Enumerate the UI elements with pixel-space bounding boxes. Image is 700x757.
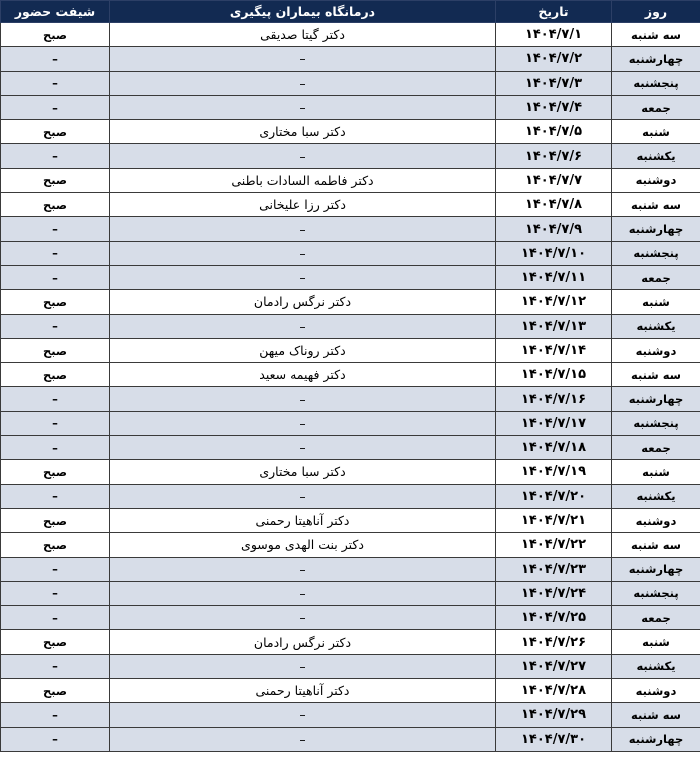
cell-date: ۱۴۰۴/۷/۱۱: [496, 265, 612, 289]
cell-date: ۱۴۰۴/۷/۱۵: [496, 363, 612, 387]
table-row: [1, 508, 700, 532]
table-row: [1, 95, 700, 119]
cell-shift: –: [1, 411, 110, 435]
cell-shift: –: [1, 436, 110, 460]
cell-date: ۱۴۰۴/۷/۳۰: [496, 727, 612, 751]
cell-clinic: دکتر آناهیتا رحمنی: [110, 679, 496, 703]
cell-clinic: دکتر روناک میهن: [110, 338, 496, 362]
cell-shift: صبح: [1, 460, 110, 484]
cell-date: ۱۴۰۴/۷/۲۹: [496, 703, 612, 727]
cell-day: شنبه: [612, 290, 700, 314]
cell-clinic: –: [110, 606, 496, 630]
cell-day: سه شنبه: [612, 703, 700, 727]
cell-day: چهارشنبه: [612, 557, 700, 581]
table-row: [1, 387, 700, 411]
cell-date: ۱۴۰۴/۷/۱۷: [496, 411, 612, 435]
table-body: [1, 23, 700, 752]
cell-day: یکشنبه: [612, 314, 700, 338]
cell-clinic: –: [110, 314, 496, 338]
cell-shift: صبح: [1, 168, 110, 192]
table-row: [1, 363, 700, 387]
table-row: [1, 703, 700, 727]
cell-date: ۱۴۰۴/۷/۶: [496, 144, 612, 168]
table-row: [1, 557, 700, 581]
cell-date: ۱۴۰۴/۷/۲۴: [496, 581, 612, 605]
cell-clinic: –: [110, 484, 496, 508]
cell-clinic: دکتر رزا علیخانی: [110, 193, 496, 217]
cell-shift: صبح: [1, 679, 110, 703]
table-row: [1, 727, 700, 751]
cell-clinic: دکتر نرگس رادمان: [110, 290, 496, 314]
cell-date: ۱۴۰۴/۷/۲۳: [496, 557, 612, 581]
header-row: [1, 1, 700, 23]
cell-day: یکشنبه: [612, 484, 700, 508]
cell-date: ۱۴۰۴/۷/۲۰: [496, 484, 612, 508]
cell-day: جمعه: [612, 436, 700, 460]
cell-day: چهارشنبه: [612, 217, 700, 241]
cell-date: ۱۴۰۴/۷/۱۶: [496, 387, 612, 411]
cell-date: ۱۴۰۴/۷/۵: [496, 120, 612, 144]
cell-clinic: –: [110, 217, 496, 241]
cell-shift: صبح: [1, 363, 110, 387]
cell-date: ۱۴۰۴/۷/۲۱: [496, 508, 612, 532]
cell-date: ۱۴۰۴/۷/۲۶: [496, 630, 612, 654]
cell-clinic: –: [110, 387, 496, 411]
cell-clinic: –: [110, 95, 496, 119]
cell-clinic: دکتر آناهیتا رحمنی: [110, 508, 496, 532]
table-row: [1, 23, 700, 47]
cell-date: ۱۴۰۴/۷/۱۰: [496, 241, 612, 265]
cell-day: سه شنبه: [612, 23, 700, 47]
cell-clinic: دکتر فاطمه السادات باطنی: [110, 168, 496, 192]
table-row: [1, 581, 700, 605]
cell-day: سه شنبه: [612, 533, 700, 557]
cell-day: یکشنبه: [612, 144, 700, 168]
table-row: [1, 47, 700, 71]
cell-clinic: دکتر فهیمه سعید: [110, 363, 496, 387]
cell-day: شنبه: [612, 460, 700, 484]
cell-date: ۱۴۰۴/۷/۳: [496, 71, 612, 95]
table-row: [1, 630, 700, 654]
cell-day: پنجشنبه: [612, 581, 700, 605]
cell-shift: –: [1, 484, 110, 508]
cell-day: شنبه: [612, 120, 700, 144]
cell-shift: –: [1, 47, 110, 71]
cell-date: ۱۴۰۴/۷/۲۵: [496, 606, 612, 630]
cell-clinic: –: [110, 411, 496, 435]
cell-clinic: –: [110, 654, 496, 678]
cell-shift: –: [1, 71, 110, 95]
header-day: روز: [612, 1, 700, 23]
cell-clinic: –: [110, 144, 496, 168]
cell-shift: –: [1, 703, 110, 727]
cell-date: ۱۴۰۴/۷/۴: [496, 95, 612, 119]
cell-day: شنبه: [612, 630, 700, 654]
cell-date: ۱۴۰۴/۷/۱۸: [496, 436, 612, 460]
cell-clinic: دکتر سبا مختاری: [110, 460, 496, 484]
table-row: [1, 411, 700, 435]
table-row: [1, 338, 700, 362]
cell-shift: صبح: [1, 508, 110, 532]
cell-shift: –: [1, 217, 110, 241]
cell-clinic: –: [110, 47, 496, 71]
cell-date: ۱۴۰۴/۷/۲۸: [496, 679, 612, 703]
cell-clinic: –: [110, 557, 496, 581]
cell-day: جمعه: [612, 265, 700, 289]
cell-shift: –: [1, 581, 110, 605]
cell-date: ۱۴۰۴/۷/۱۴: [496, 338, 612, 362]
table-row: [1, 168, 700, 192]
cell-day: دوشنبه: [612, 679, 700, 703]
cell-date: ۱۴۰۴/۷/۱۲: [496, 290, 612, 314]
table-row: [1, 241, 700, 265]
cell-day: چهارشنبه: [612, 727, 700, 751]
cell-shift: –: [1, 557, 110, 581]
cell-clinic: –: [110, 703, 496, 727]
cell-shift: صبح: [1, 338, 110, 362]
cell-date: ۱۴۰۴/۷/۲: [496, 47, 612, 71]
header-date: تاریخ: [496, 1, 612, 23]
cell-shift: –: [1, 727, 110, 751]
cell-clinic: دکتر بنت الهدی موسوی: [110, 533, 496, 557]
cell-shift: صبح: [1, 630, 110, 654]
cell-shift: –: [1, 265, 110, 289]
cell-shift: –: [1, 95, 110, 119]
cell-day: یکشنبه: [612, 654, 700, 678]
cell-day: چهارشنبه: [612, 387, 700, 411]
cell-day: پنجشنبه: [612, 71, 700, 95]
cell-clinic: –: [110, 265, 496, 289]
table-header: [1, 1, 700, 23]
table-row: [1, 290, 700, 314]
cell-clinic: –: [110, 71, 496, 95]
cell-clinic: دکتر نرگس رادمان: [110, 630, 496, 654]
table-row: [1, 654, 700, 678]
cell-day: جمعه: [612, 95, 700, 119]
cell-day: دوشنبه: [612, 168, 700, 192]
cell-shift: صبح: [1, 120, 110, 144]
table-row: [1, 193, 700, 217]
cell-day: جمعه: [612, 606, 700, 630]
header-shift: شیفت حضور: [1, 1, 110, 23]
header-clinic: درمانگاه بیماران پیگیری: [110, 1, 496, 23]
cell-shift: –: [1, 241, 110, 265]
table-row: [1, 265, 700, 289]
cell-shift: صبح: [1, 290, 110, 314]
cell-clinic: –: [110, 581, 496, 605]
cell-shift: –: [1, 606, 110, 630]
table-row: [1, 533, 700, 557]
cell-shift: صبح: [1, 533, 110, 557]
cell-clinic: –: [110, 436, 496, 460]
cell-clinic: دکتر سبا مختاری: [110, 120, 496, 144]
cell-day: سه شنبه: [612, 193, 700, 217]
table-row: [1, 120, 700, 144]
cell-date: ۱۴۰۴/۷/۲۷: [496, 654, 612, 678]
table-row: [1, 484, 700, 508]
cell-day: پنجشنبه: [612, 411, 700, 435]
cell-shift: –: [1, 314, 110, 338]
cell-date: ۱۴۰۴/۷/۱۹: [496, 460, 612, 484]
cell-date: ۱۴۰۴/۷/۹: [496, 217, 612, 241]
cell-date: ۱۴۰۴/۷/۱: [496, 23, 612, 47]
cell-day: دوشنبه: [612, 508, 700, 532]
cell-shift: –: [1, 654, 110, 678]
cell-day: دوشنبه: [612, 338, 700, 362]
cell-clinic: –: [110, 727, 496, 751]
cell-date: ۱۴۰۴/۷/۷: [496, 168, 612, 192]
cell-date: ۱۴۰۴/۷/۲۲: [496, 533, 612, 557]
table-row: [1, 460, 700, 484]
cell-day: پنجشنبه: [612, 241, 700, 265]
cell-date: ۱۴۰۴/۷/۸: [496, 193, 612, 217]
cell-shift: –: [1, 387, 110, 411]
table-row: [1, 436, 700, 460]
cell-clinic: –: [110, 241, 496, 265]
cell-day: چهارشنبه: [612, 47, 700, 71]
cell-day: سه شنبه: [612, 363, 700, 387]
table-row: [1, 314, 700, 338]
cell-shift: صبح: [1, 23, 110, 47]
cell-shift: –: [1, 144, 110, 168]
cell-clinic: دکتر گیتا صدیقی: [110, 23, 496, 47]
cell-shift: صبح: [1, 193, 110, 217]
table-row: [1, 217, 700, 241]
table-row: [1, 71, 700, 95]
table-row: [1, 606, 700, 630]
table-row: [1, 679, 700, 703]
cell-date: ۱۴۰۴/۷/۱۳: [496, 314, 612, 338]
table-row: [1, 144, 700, 168]
